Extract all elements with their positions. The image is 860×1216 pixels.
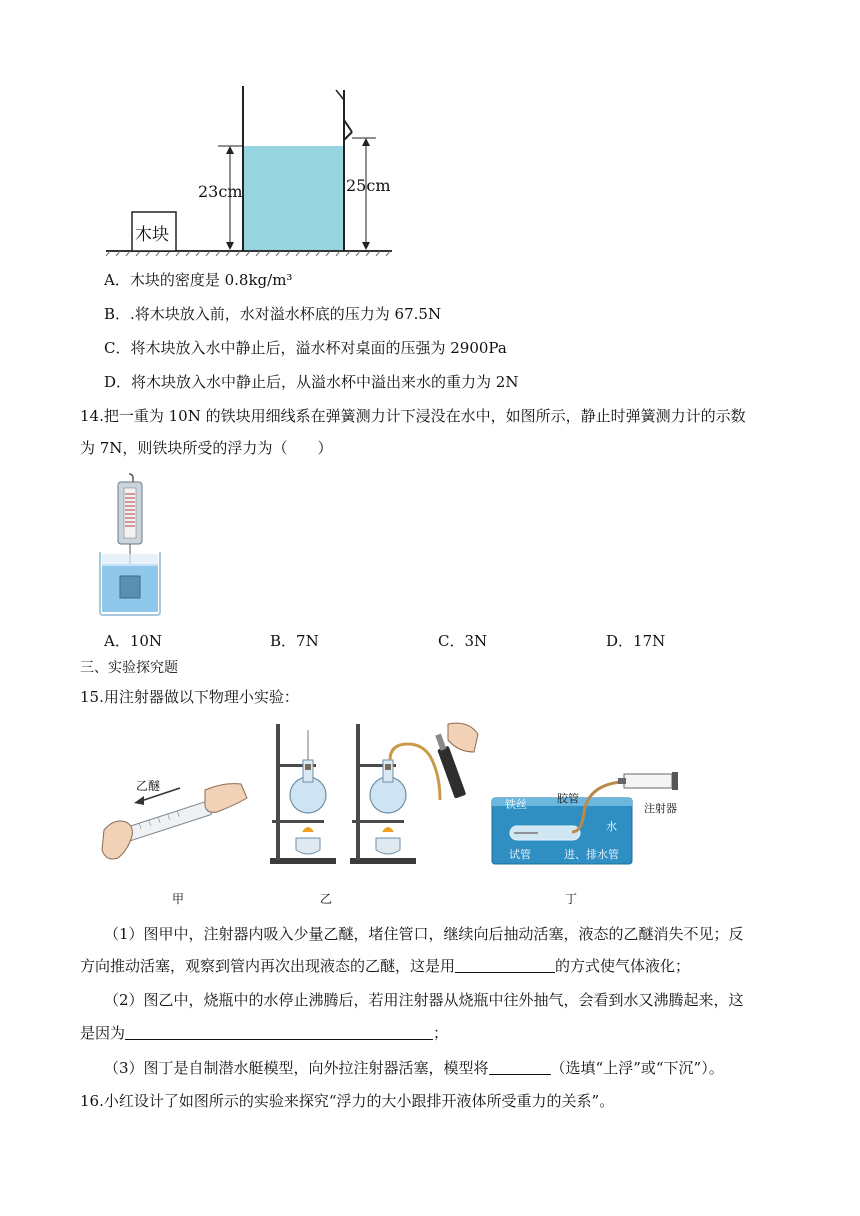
q14-option-d: D．17N	[606, 632, 666, 650]
q15-part2-line2	[80, 1022, 448, 1044]
section-heading: 三、实验探究题	[80, 660, 178, 676]
q15-part1-text-a: 方向推动活塞，观察到管内再次出现液态的乙醚，这是用	[80, 957, 456, 975]
label-zhusheqi: 注射器	[644, 802, 677, 815]
q15-part2-text-a: 是因为	[80, 1024, 126, 1042]
label-tiesi: 铁丝	[505, 798, 527, 811]
q13-option-d: D．将木块放入水中静止后，从溢水杯中溢出来水的重力为 2N	[104, 373, 519, 391]
q15-part2-line1: （2）图乙中，烧瓶中的水停止沸腾后，若用注射器从烧瓶中往外抽气，会看到水又沸腾起来，这	[104, 991, 744, 1009]
label-shui: 水	[606, 820, 617, 833]
q15-answer-blank-3[interactable]	[489, 1058, 551, 1075]
spring-scale-beaker-figure	[96, 472, 166, 617]
q15-part3-text-b: （选填“上浮”或“下沉”）。	[550, 1059, 724, 1077]
q13-option-b: B．.将木块放入前，水对溢水杯底的压力为 67.5N	[104, 305, 442, 323]
q14-stem-line1: 14.把一重为 10N 的铁块用细线系在弹簧测力计下浸没在水中，如图所示，静止时弹簧测力计的示数	[80, 407, 746, 425]
label-jinpai: 进、排水管	[564, 848, 619, 861]
label-jiaoguan: 胶管	[557, 792, 579, 805]
figure-yi-flasks	[262, 720, 482, 870]
q13-option-a: A．木块的密度是 0.8kg/m³	[104, 271, 293, 289]
figure-ding-caption: 丁	[565, 892, 578, 906]
q16-stem: 16.小红设计了如图所示的实验来探究“浮力的大小跟排开液体所受重力的关系”。	[80, 1092, 615, 1110]
q15-answer-blank-1[interactable]	[455, 956, 555, 973]
label-25cm: 25cm	[346, 176, 391, 195]
q14-option-b: B．7N	[270, 632, 319, 650]
q14-option-a: A．10N	[104, 632, 163, 650]
q15-part2-text-b: ；	[433, 1024, 449, 1042]
figure-jia-syringe	[100, 760, 250, 865]
q14-option-c: C．3N	[438, 632, 488, 650]
label-23cm: 23cm	[198, 182, 243, 201]
block-label: 木块	[135, 225, 169, 245]
q15-answer-blank-2[interactable]	[125, 1023, 433, 1040]
figure-yi-caption: 乙	[320, 892, 333, 906]
q15-part3-line	[104, 1057, 724, 1079]
q15-part1-line2	[80, 955, 690, 977]
q13-option-c: C．将木块放入水中静止后，溢水杯对桌面的压强为 2900Pa	[104, 339, 507, 357]
q15-part1-line1: （1）图甲中，注射器内吸入少量乙醚，堵住管口，继续向后抽动活塞，液态的乙醚消失不见；反	[104, 925, 744, 943]
figure-jia-caption: 甲	[172, 892, 185, 906]
figure-jia-arrow-label: 乙醚	[136, 779, 161, 793]
q15-title: 15.用注射器做以下物理小实验：	[80, 688, 299, 706]
q15-part1-text-b: 的方式使气体液化；	[555, 957, 691, 975]
q15-part3-text-a: （3）图丁是自制潜水艇模型，向外拉注射器活塞，模型将	[104, 1059, 489, 1077]
label-shiguan: 试管	[509, 848, 531, 861]
q14-stem-line2: 为 7N，则铁块所受的浮力为（ ）	[80, 439, 333, 457]
